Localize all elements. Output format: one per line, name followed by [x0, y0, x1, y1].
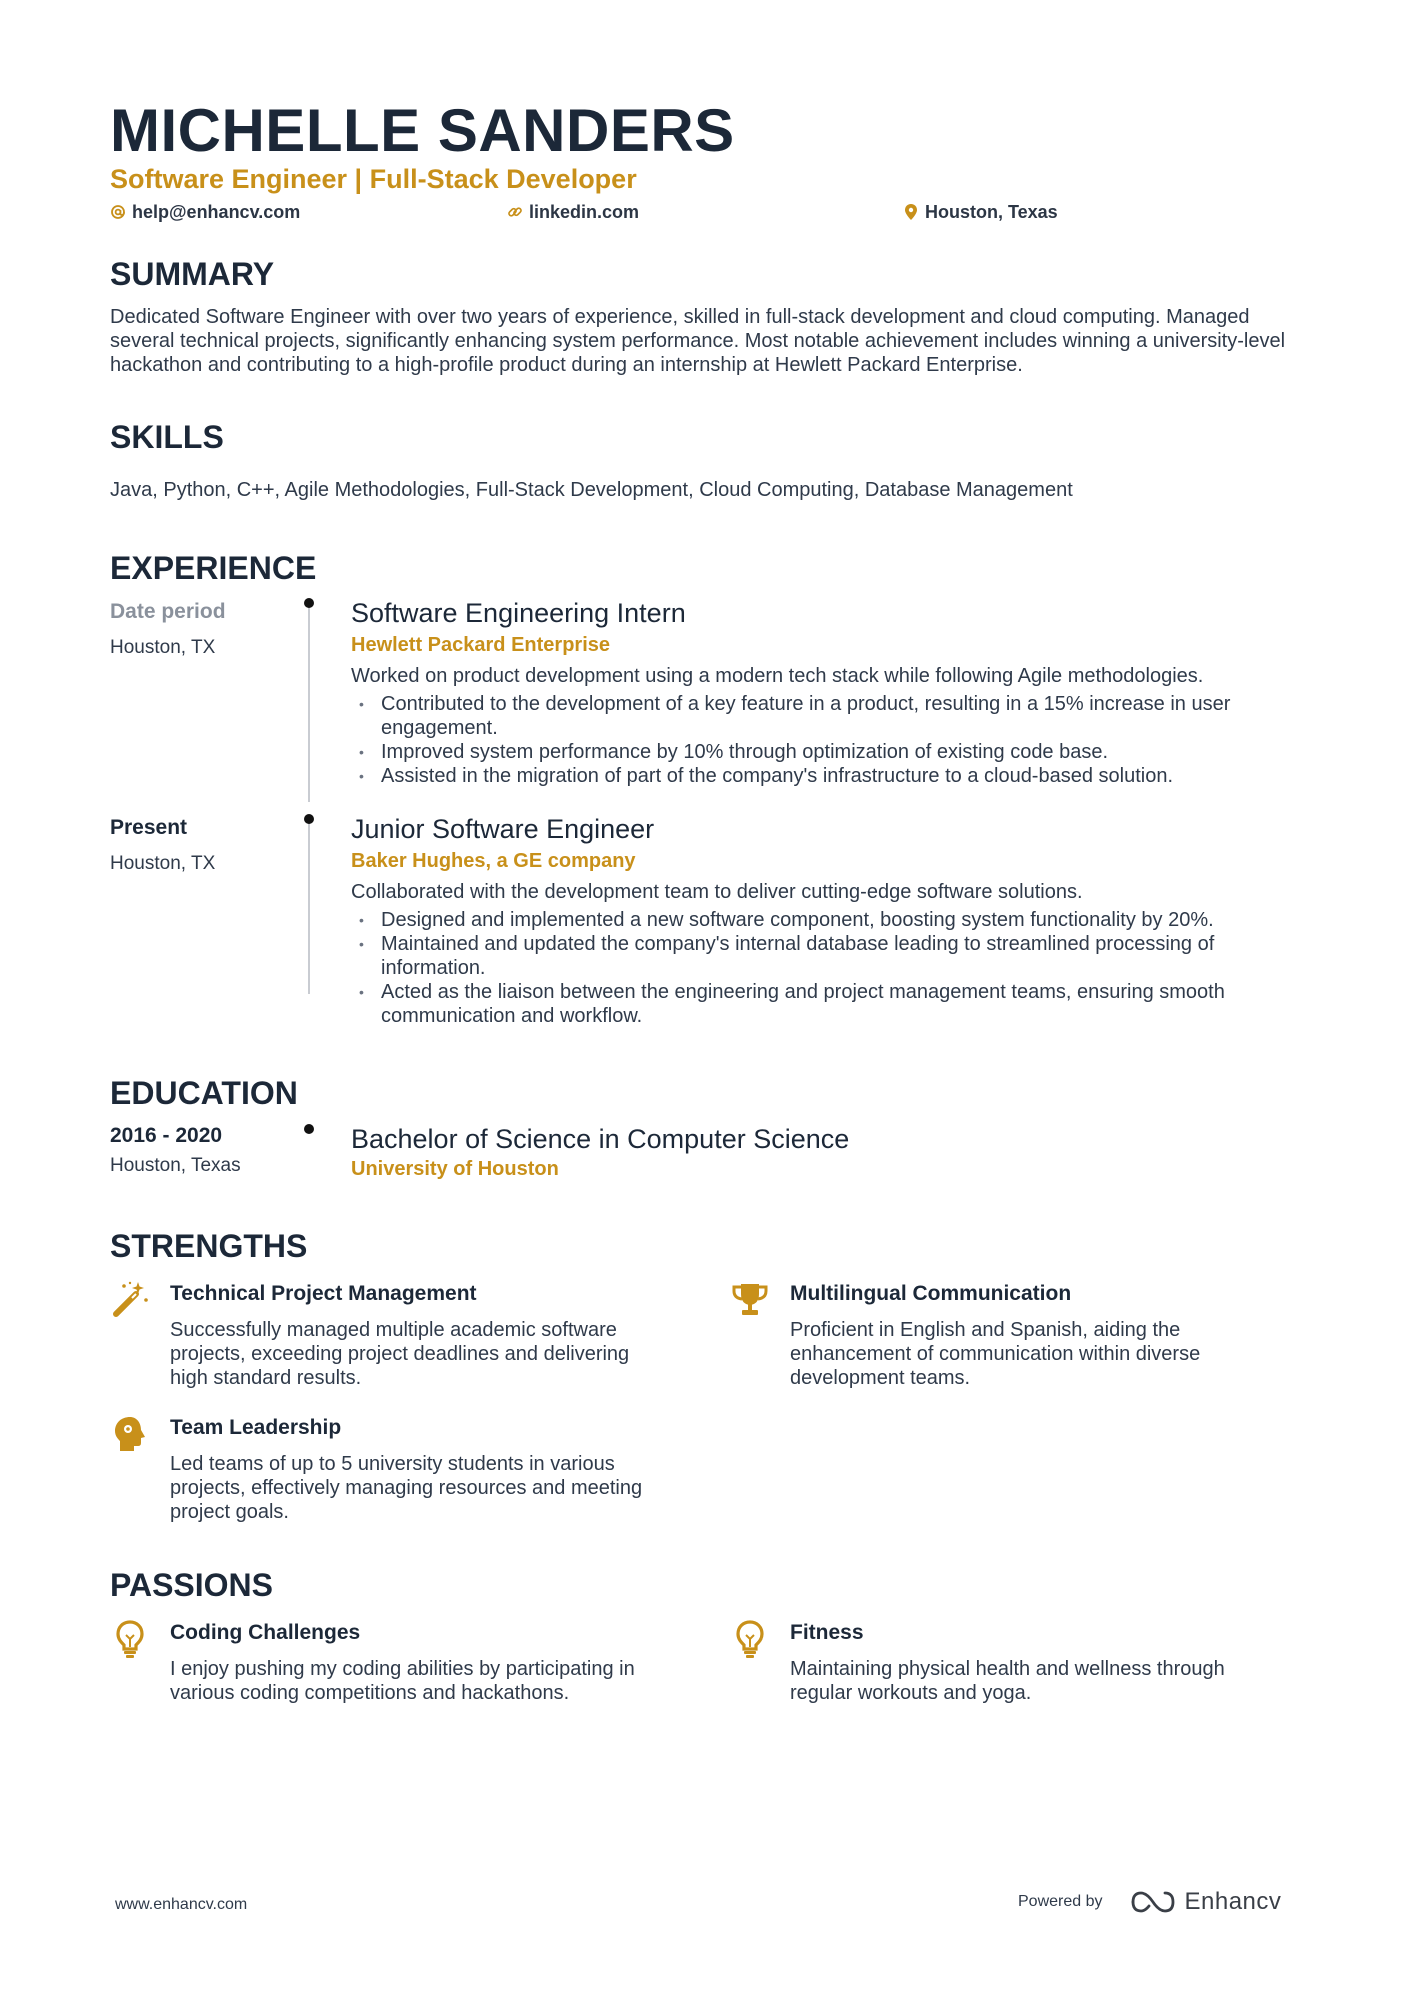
headline: Software Engineer | Full-Stack Developer: [110, 164, 637, 194]
map-pin-icon: [903, 203, 919, 221]
strength-description: Proficient in English and Spanish, aiding the enhancement of communication within diverse development teams.: [790, 1319, 1201, 1389]
enhancv-logo-icon: [1129, 1889, 1177, 1915]
list-item: • Maintained and updated the company's internal database leading to streamlined processing of information.: [351, 932, 1301, 980]
contact-email[interactable]: [110, 200, 300, 224]
experience-meta: [110, 598, 310, 660]
passion-title: Coding Challenges: [170, 1621, 361, 1644]
summary-heading: SUMMARY: [110, 256, 275, 292]
summary-text: Dedicated Software Engineer with over two years of experience, skilled in full-stack development and cloud computing. Managed several technical projects, significantly enhancing system performance. Most notable achievement includes winning a university-level hackathon and contributing to a high-profile product during an internship at Hewlett Packard Enterprise.: [110, 306, 1286, 376]
link-icon: [507, 204, 523, 220]
experience-role: Junior Software Engineer: [351, 814, 655, 844]
experience-heading: EXPERIENCE: [110, 550, 317, 586]
strengths-heading: STRENGTHS: [110, 1228, 308, 1264]
trophy-icon: [730, 1280, 770, 1320]
email-text: help@enhancv.com: [132, 201, 301, 222]
education-date: 2016 - 2020: [110, 1124, 223, 1147]
passion-title: Fitness: [790, 1621, 864, 1644]
head-icon: [110, 1414, 150, 1454]
strength-description: Successfully managed multiple academic software projects, exceeding project deadlines and delivering high standard results.: [170, 1319, 630, 1389]
experience-entry: [351, 812, 1301, 1028]
list-item: • Improved system performance by 10% through optimization of existing code base.: [351, 740, 1301, 764]
skills-heading: SKILLS: [110, 419, 224, 455]
experience-company: Baker Hughes, a GE company: [351, 850, 636, 872]
experience-date: Date period: [110, 600, 226, 623]
candidate-name: MICHELLE SANDERS: [110, 97, 735, 164]
strength-title: Technical Project Management: [170, 1282, 477, 1305]
experience-bullets: [351, 908, 1301, 1028]
education-location: Houston, Texas: [110, 1155, 241, 1176]
strength-title: Team Leadership: [170, 1416, 342, 1439]
education-school: University of Houston: [351, 1158, 559, 1180]
linkedin-text: linkedin.com: [529, 201, 640, 222]
passion-description: I enjoy pushing my coding abilities by participating in various coding competitions and hackathons.: [170, 1658, 635, 1704]
experience-role: Software Engineering Intern: [351, 598, 686, 628]
experience-location: Houston, TX: [110, 853, 216, 874]
passion-description: Maintaining physical health and wellness through regular workouts and yoga.: [790, 1658, 1225, 1704]
enhancv-brand: Enhancv: [1184, 1888, 1282, 1915]
experience-meta: [110, 814, 310, 876]
at-icon: [110, 204, 126, 220]
contact-location: [903, 200, 1058, 224]
list-item: • Designed and implemented a new software component, boosting system functionality by 20%.: [351, 908, 1301, 932]
strength-description: Led teams of up to 5 university students in various projects, effectively managing resources and meeting project goals.: [170, 1453, 643, 1523]
education-degree: Bachelor of Science in Computer Science: [351, 1124, 850, 1154]
location-text: Houston, Texas: [925, 201, 1058, 222]
list-item: • Contributed to the development of a key feature in a product, resulting in a 15% increase in user engagement.: [351, 692, 1301, 740]
footer-branding: [1018, 1888, 1281, 1916]
experience-company: Hewlett Packard Enterprise: [351, 634, 610, 656]
lightbulb-icon: [730, 1619, 770, 1659]
lightbulb-icon: [110, 1619, 150, 1659]
experience-location: Houston, TX: [110, 637, 216, 658]
magic-wand-icon: [110, 1280, 150, 1320]
experience-bullets: [351, 692, 1301, 788]
experience-entry: [351, 596, 1301, 788]
education-entry: [351, 1122, 1301, 1182]
powered-by-text: Powered by: [1018, 1893, 1103, 1910]
list-item: • Acted as the liaison between the engineering and project management teams, ensuring smooth communication and workflow.: [351, 980, 1301, 1028]
contact-linkedin[interactable]: [507, 200, 639, 224]
skills-text: Java, Python, C++, Agile Methodologies, Full-Stack Development, Cloud Computing, Database Management: [110, 479, 1073, 501]
list-item: • Assisted in the migration of part of the company's infrastructure to a cloud-based solution.: [351, 764, 1301, 788]
strength-title: Multilingual Communication: [790, 1282, 1072, 1305]
passions-heading: PASSIONS: [110, 1567, 273, 1603]
experience-date: Present: [110, 816, 188, 839]
footer-website[interactable]: www.enhancv.com: [115, 1896, 248, 1913]
experience-description: Worked on product development using a modern tech stack while following Agile methodologies.: [351, 665, 1204, 687]
education-meta: [110, 1122, 310, 1178]
experience-description: Collaborated with the development team to deliver cutting-edge software solutions.: [351, 881, 1083, 903]
education-heading: EDUCATION: [110, 1075, 298, 1111]
